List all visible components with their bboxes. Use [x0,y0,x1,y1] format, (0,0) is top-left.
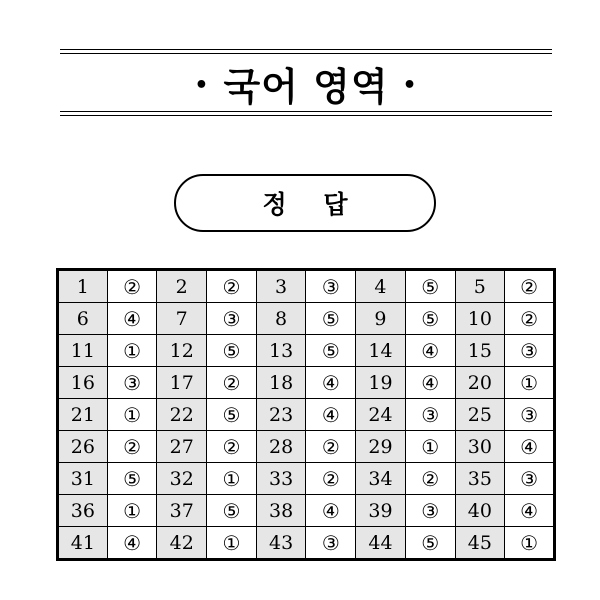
answer-cell: ⑤ [306,303,356,335]
answer-cell: ③ [207,303,257,335]
table-row [58,495,555,527]
answer-key-badge [174,174,436,232]
question-number-cell: 43 [256,527,306,560]
answer-cell: ⑤ [405,303,455,335]
question-number-cell: 33 [256,463,306,495]
question-number-cell: 25 [455,399,505,431]
bullet-left: • [194,72,210,98]
answer-cell: ④ [405,367,455,399]
answer-cell: ② [107,270,157,303]
question-number-cell: 23 [256,399,306,431]
answer-cell: ④ [306,495,356,527]
question-number-cell: 26 [58,431,108,463]
question-number-cell: 45 [455,527,505,560]
table-row [58,270,555,303]
question-number-cell: 34 [356,463,406,495]
answer-cell: ② [207,431,257,463]
answer-cell: ② [405,463,455,495]
answer-cell: ② [505,303,555,335]
question-number-cell: 13 [256,335,306,367]
top-rule-outer [60,49,552,50]
answer-cell: ③ [405,399,455,431]
question-number-cell: 1 [58,270,108,303]
question-number-cell: 40 [455,495,505,527]
question-number-cell: 31 [58,463,108,495]
answer-cell: ② [306,431,356,463]
page-title [60,58,552,108]
answer-table [56,268,556,561]
question-number-cell: 32 [157,463,207,495]
question-number-cell: 37 [157,495,207,527]
question-number-cell: 7 [157,303,207,335]
question-number-cell: 10 [455,303,505,335]
answer-cell: ④ [107,527,157,560]
question-number-cell: 38 [256,495,306,527]
answer-cell: ③ [306,270,356,303]
question-number-cell: 39 [356,495,406,527]
answer-cell: ① [207,527,257,560]
table-row [58,335,555,367]
table-row [58,463,555,495]
answer-cell: ② [207,270,257,303]
question-number-cell: 15 [455,335,505,367]
question-number-cell: 12 [157,335,207,367]
answer-cell: ⑤ [405,527,455,560]
question-number-cell: 22 [157,399,207,431]
question-number-cell: 6 [58,303,108,335]
answer-cell: ⑤ [207,495,257,527]
answer-cell: ⑤ [207,399,257,431]
answer-cell: ④ [505,495,555,527]
answer-cell: ① [107,399,157,431]
answer-cell: ① [107,495,157,527]
question-number-cell: 11 [58,335,108,367]
answer-cell: ② [505,270,555,303]
top-rule-inner [60,53,552,54]
answer-cell: ③ [505,335,555,367]
answer-cell: ① [207,463,257,495]
question-number-cell: 14 [356,335,406,367]
title-text: 국어 영역 [223,64,389,109]
question-number-cell: 27 [157,431,207,463]
question-number-cell: 20 [455,367,505,399]
answer-cell: ④ [505,431,555,463]
question-number-cell: 29 [356,431,406,463]
question-number-cell: 19 [356,367,406,399]
table-row [58,399,555,431]
question-number-cell: 42 [157,527,207,560]
answer-cell: ⑤ [107,463,157,495]
answer-cell: ⑤ [207,335,257,367]
answer-cell: ② [306,463,356,495]
question-number-cell: 16 [58,367,108,399]
bottom-rule-outer [60,115,552,116]
question-number-cell: 5 [455,270,505,303]
question-number-cell: 18 [256,367,306,399]
answer-cell: ③ [505,399,555,431]
answer-cell: ② [107,431,157,463]
answer-cell: ③ [505,463,555,495]
question-number-cell: 9 [356,303,406,335]
question-number-cell: 44 [356,527,406,560]
table-row [58,367,555,399]
question-number-cell: 41 [58,527,108,560]
question-number-cell: 28 [256,431,306,463]
bullet-right: • [402,72,418,98]
answer-cell: ③ [405,495,455,527]
answer-cell: ⑤ [306,335,356,367]
answer-cell: ④ [107,303,157,335]
answer-cell: ① [505,527,555,560]
question-number-cell: 35 [455,463,505,495]
badge-label: 정 답 [262,190,362,219]
question-number-cell: 30 [455,431,505,463]
question-number-cell: 21 [58,399,108,431]
question-number-cell: 17 [157,367,207,399]
table-row [58,303,555,335]
answer-cell: ② [207,367,257,399]
answer-cell: ③ [107,367,157,399]
answer-cell: ④ [306,399,356,431]
answer-cell: ④ [405,335,455,367]
question-number-cell: 4 [356,270,406,303]
table-row [58,527,555,560]
answer-cell: ③ [306,527,356,560]
answer-cell: ⑤ [405,270,455,303]
table-row [58,431,555,463]
question-number-cell: 24 [356,399,406,431]
question-number-cell: 2 [157,270,207,303]
answer-cell: ① [405,431,455,463]
question-number-cell: 8 [256,303,306,335]
answer-cell: ① [505,367,555,399]
question-number-cell: 3 [256,270,306,303]
answer-cell: ④ [306,367,356,399]
question-number-cell: 36 [58,495,108,527]
bottom-rule-inner [60,111,552,112]
answer-cell: ① [107,335,157,367]
